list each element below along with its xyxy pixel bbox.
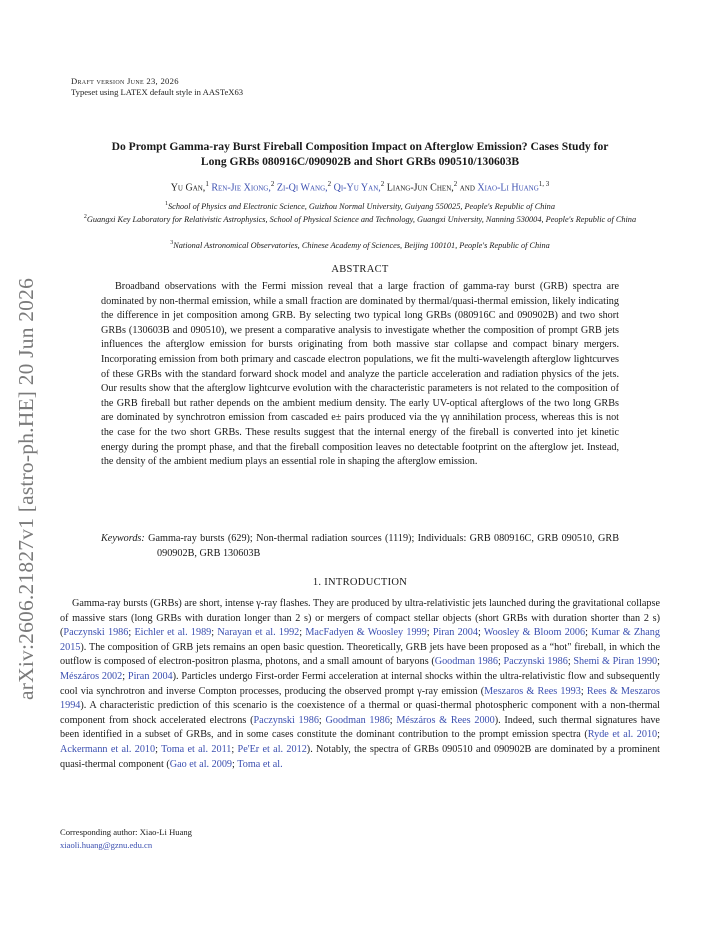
intro-text: ). Indeed, such thermal signatures have been identified in a subset of GRBs, and in some cases constitute the dominant contribution to the prompt emission spectra ( <box>60 714 660 741</box>
citation-link[interactable]: Toma et al. <box>237 758 283 770</box>
intro-text: ; <box>580 685 587 697</box>
intro-text: ; <box>477 627 484 639</box>
intro-text: ; <box>299 627 306 639</box>
affiliation-sup: 3 <box>170 240 174 246</box>
intro-text: ; <box>231 743 238 755</box>
affiliation-2 <box>56 212 664 225</box>
affiliation-text: National Astronomical Observatories, Chinese Academy of Sciences, Beijing 100101, People's Republic of China <box>173 240 550 250</box>
citation-link[interactable]: Goodman 1986 <box>325 714 390 726</box>
citation-link[interactable]: Shemi & Piran 1990 <box>573 656 658 668</box>
abstract-text: Broadband observations with the Fermi mission reveal that a large fraction of gamma-ray burst (GRB) spectra are dominated by non-thermal emission, while a small fraction are dominated by thermal/quasi-thermal emission, likely indicating the difference in jet composition among GRB. By selecting two typical long GRBs (080916C and 090902B) and two short GRBs (130603B and 090510), we present a comparative analysis to investigate whether the composition of prompt GRB jets influences the afterglow emission for bursts originating from both massive star collapse and compact binary mergers. Incorporating emission from both primary and cascade electron populations, we fit the multi-wavelength afterglow lightcurves of these GRBs with the standard forward shock model and analyze the particle acceleration and radiation physics of the jets. Our results show that the afterglow lightcurve evolution with the characteristic parameters is not related to the composition of the GRB fireball but rather depends on the ambient medium density. The early UV-optical afterglows of the two long GRBs are dominated by synchrotron emission from cascaded e± pairs produced via the γγ annihilation process, whereas this is not the case for the two short GRBs. These results suggest that the internal energy of the fireball is converted into jet kinetic energy during the prompt phase, and that the fireball composition leaves no detectable footprint on the afterglow jet. Instead, the density of the ambient medium plays an essential role in shaping the afterglow emission. <box>101 281 619 468</box>
intro-text: ; <box>389 714 397 726</box>
author-link[interactable]: Ren-Jie Xiong, <box>211 182 271 194</box>
title-line-2: Long GRBs 080916C/090902B and Short GRBs 090510/130603B <box>200 155 520 168</box>
intro-text: ; <box>122 670 128 682</box>
author-sup: 2 <box>270 180 275 188</box>
intro-text: ). Particles undergo First-order Fermi acceleration at internal shocks within the ultra-relativistic flow and subsequently cool via synchrotron and inverse Compton processes, producing the observed prompt γ-ray emission ( <box>60 670 660 697</box>
preamble <box>71 76 243 98</box>
author-name: Liang-Jun Chen, <box>386 182 454 194</box>
author-email-link[interactable]: xiaoli.huang@gznu.edu.cn <box>60 840 153 850</box>
draft-version: Draft version June 23, 2026 <box>71 76 179 86</box>
intro-text: ). A characteristic prediction of this scenario is the coexistence of a thermal or quasi-thermal photospheric component with a non-thermal component from shock accelerated electrons ( <box>60 700 660 726</box>
citation-link[interactable]: Rees & Meszaros 1994 <box>60 685 660 712</box>
author-sup: 1, 3 <box>538 180 550 188</box>
intro-text: ; <box>585 627 592 639</box>
intro-text: Gamma-ray bursts (GRBs) are short, intense γ-ray flashes. They are produced by ultra-relativistic jets launched during the gravitational collapse of massive stars (long GRBs with duration longer than 2 s) or mergers of compact stellar objects (short GRBs with duration shorter than 2 s) ( <box>60 598 660 639</box>
intro-text: ; <box>567 656 574 668</box>
abstract-heading: ABSTRACT <box>331 264 389 275</box>
affiliation-3 <box>56 238 664 251</box>
intro-text: ; <box>426 627 433 639</box>
citation-link[interactable]: Ryde et al. 2010 <box>587 729 658 741</box>
affiliation-sup: 2 <box>83 214 87 220</box>
author-name: Yu Gan, <box>170 182 206 194</box>
intro-text: ; <box>232 758 238 770</box>
intro-text: ; <box>211 627 218 639</box>
affiliation-text: Guangxi Key Laboratory for Relativistic Astrophysics, School of Physical Science and Technology, Guangxi University, Nanning 530004, People's Republic of China <box>86 214 637 224</box>
typeset-note: Typeset using LATEX default style in AASTeX63 <box>71 87 244 97</box>
title-line-1: Do Prompt Gamma-ray Burst Fireball Composition Impact on Afterglow Emission? Cases Study for <box>111 140 609 153</box>
intro-text: ; <box>155 743 162 755</box>
intro-text: ; <box>657 656 660 668</box>
citation-link[interactable]: Paczynski 1986 <box>63 627 129 639</box>
author-sup: 2 <box>327 180 332 188</box>
affiliation-text: School of Physics and Electronic Science, Guizhou Normal University, Guiyang 550025, People's Republic of China <box>168 201 555 211</box>
citation-link[interactable]: Ackermann et al. 2010 <box>60 743 156 755</box>
citation-link[interactable]: Mészáros 2002 <box>60 670 123 682</box>
intro-text: ; <box>497 656 504 668</box>
affiliation-1 <box>56 199 664 212</box>
citation-link[interactable]: Piran 2004 <box>127 670 173 682</box>
corresponding-author: Corresponding author: Xiao-Li Huang <box>60 827 192 837</box>
intro-text: ; <box>318 714 326 726</box>
author-sup: 1 <box>205 180 209 188</box>
citation-link[interactable]: Pe'Er et al. 2012 <box>237 743 307 755</box>
citation-link[interactable]: Woosley & Bloom 2006 <box>483 627 586 639</box>
author-link[interactable]: Xiao-Li Huang <box>477 182 539 194</box>
author-list <box>60 177 660 195</box>
citation-link[interactable]: Gao et al. 2009 <box>169 758 233 770</box>
author-sup: 2 <box>453 180 458 188</box>
paper-title <box>60 139 660 169</box>
citation-link[interactable]: Mészáros & Rees 2000 <box>396 714 495 726</box>
citation-link[interactable]: Meszaros & Rees 1993 <box>484 685 581 697</box>
citation-link[interactable]: Narayan et al. 1992 <box>217 627 300 639</box>
author-link[interactable]: Zi-Qi Wang, <box>276 182 328 194</box>
citation-link[interactable]: Toma et al. 2011 <box>161 743 232 755</box>
citation-link[interactable]: Eichler et al. 1989 <box>134 627 212 639</box>
citation-link[interactable]: Piran 2004 <box>432 627 478 639</box>
author-sup: 2 <box>380 180 385 188</box>
intro-text: ; <box>657 729 660 741</box>
keywords-text: Gamma-ray bursts (629); Non-thermal radiation sources (1119); Individuals: GRB 080916C, GRB 090510, GRB 090902B, GRB 130603B <box>148 533 619 559</box>
citation-link[interactable]: Goodman 1986 <box>434 656 498 668</box>
footnote <box>60 826 192 852</box>
intro-text: ). Notably, the spectra of GRBs 090510 and 090902B are dominated by a prominent quasi-thermal component ( <box>60 743 660 770</box>
citation-link[interactable]: MacFadyen & Woosley 1999 <box>305 627 427 639</box>
author-name: and <box>459 182 475 194</box>
intro-text: ). The composition of GRB jets remains an open basic question. Theoretically, GRB jets have been proposed as a “hot" fireball, in which the outflow is composed of electron-positron plasma, photons, and a small amount of baryons ( <box>60 641 660 668</box>
citation-link[interactable]: Kumar & Zhang 2015 <box>60 627 660 653</box>
keywords-label: Keywords: <box>101 533 145 544</box>
arxiv-stamp: arXiv:2606.21827v1 [astro-ph.HE] 20 Jun 2026 <box>14 277 38 700</box>
intro-text: ; <box>128 627 135 639</box>
affiliation-sup: 1 <box>165 201 168 207</box>
section-heading: 1. INTRODUCTION <box>312 577 408 588</box>
keywords <box>101 532 619 561</box>
intro-paragraph <box>60 597 660 772</box>
author-link[interactable]: Qi-Yu Yan, <box>333 182 381 194</box>
citation-link[interactable]: Paczynski 1986 <box>253 714 319 726</box>
citation-link[interactable]: Paczynski 1986 <box>503 656 568 668</box>
